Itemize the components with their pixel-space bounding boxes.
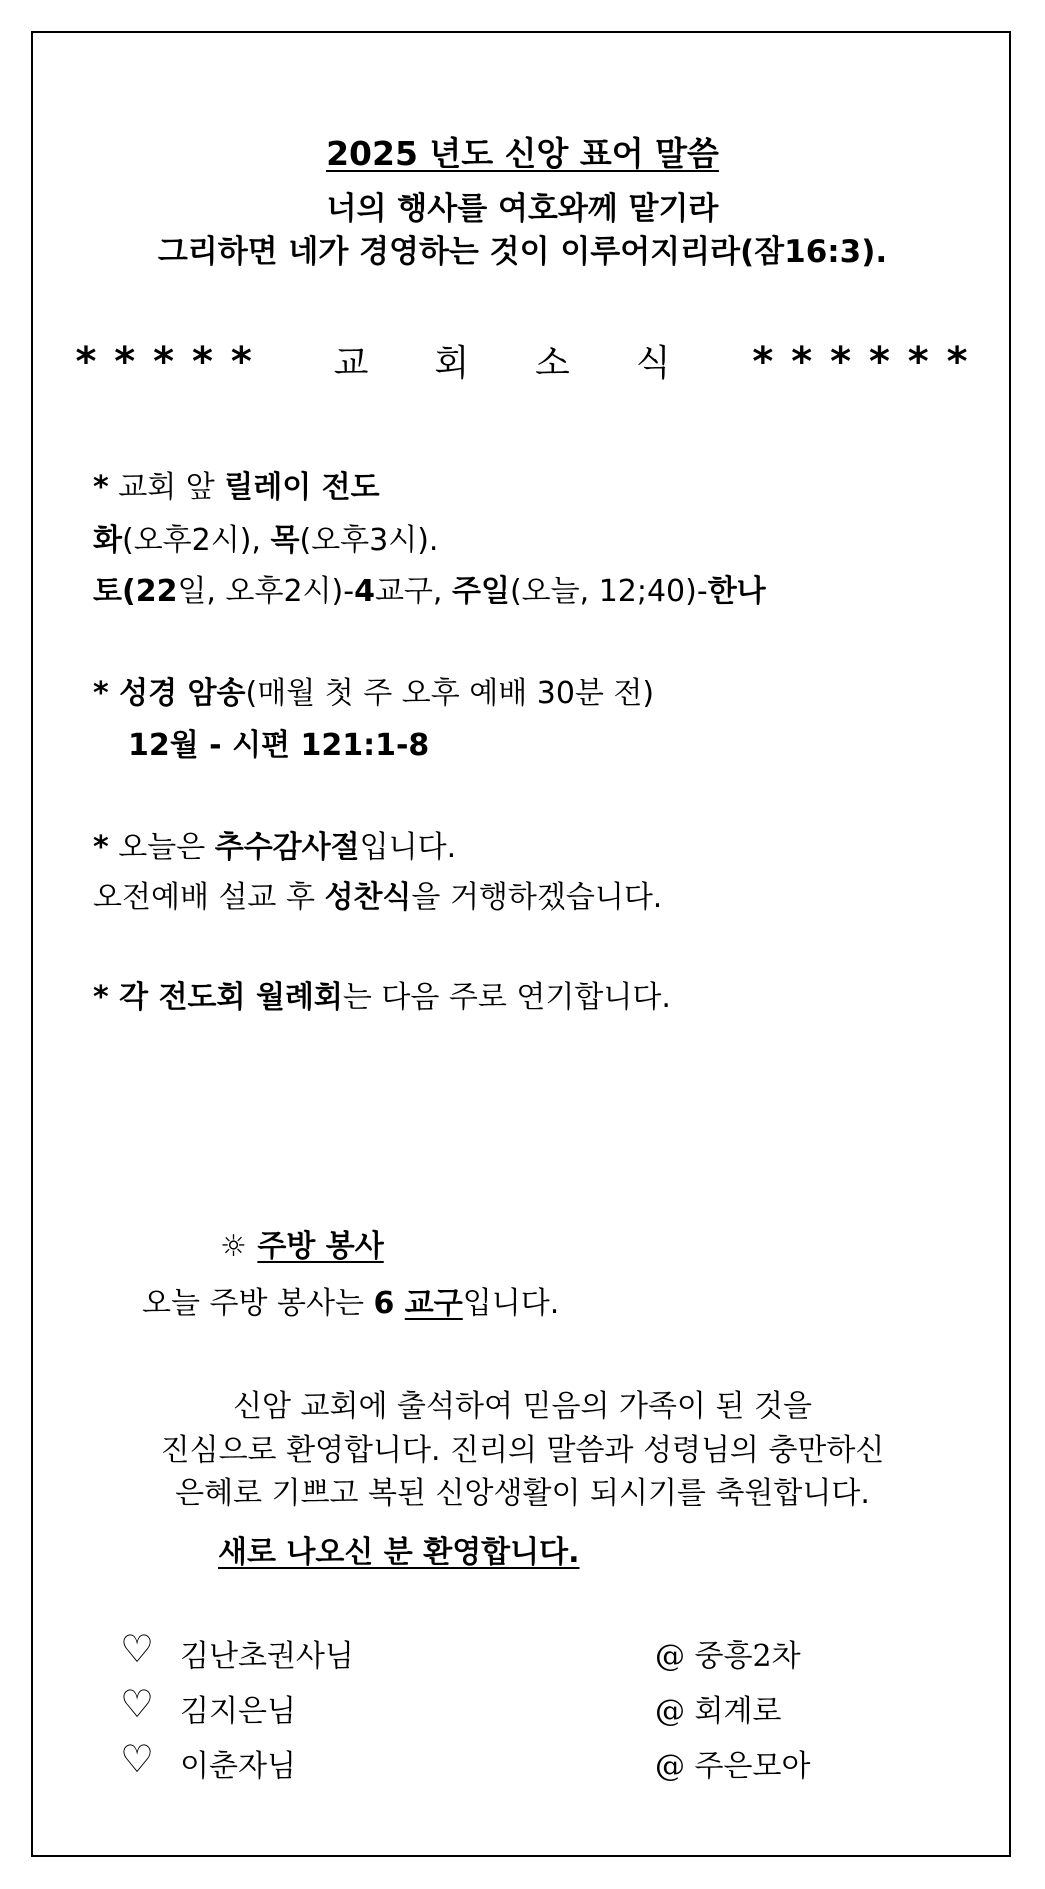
relay-group-suffix: 교구, — [374, 574, 452, 609]
thanksgiving-pre: 오늘은 — [108, 830, 215, 865]
newcomer-location: @ 주은모아 — [655, 1749, 811, 1784]
thanksgiving-line-2 — [93, 872, 662, 916]
bullet: * — [93, 470, 109, 505]
welcome-line-3: 은혜로 기쁘고 복된 신앙생활이 되시기를 축원합니다. — [175, 1476, 870, 1511]
communion-post: 을 거행하겠습니다. — [411, 880, 663, 915]
news-char-1: 교 — [333, 343, 371, 384]
newcomer-row — [120, 1737, 880, 1785]
relay-group-sat: 4 — [354, 574, 375, 609]
monthly-bold: 각 전도회 월례회 — [108, 980, 343, 1015]
heart-icon: ♡ — [120, 1682, 155, 1726]
stars-left: * * * * * — [75, 339, 254, 385]
motto-line-1: 너의 행사를 여호와께 맡기라 — [326, 191, 719, 227]
relay-time-sat: 일, 오후2시)- — [177, 574, 355, 609]
relay-text-plain: 교회 앞 — [108, 470, 225, 505]
news-char-2: 회 — [434, 343, 472, 384]
newcomer-name: 이춘자님 — [180, 1749, 296, 1784]
kitchen-num: 6 — [373, 1286, 405, 1321]
memory-verse: 12월 - 시편 121:1-8 — [128, 728, 430, 763]
bullet: * — [93, 830, 109, 865]
thanksgiving-line-1 — [93, 822, 456, 866]
relay-time-thu: (오후3시). — [299, 523, 439, 558]
kitchen-title: 주방 봉사 — [257, 1229, 384, 1264]
news-char-4: 식 — [635, 343, 673, 384]
memory-title: 성경 암송 — [108, 676, 246, 711]
news-char-3: 소 — [535, 343, 572, 384]
newcomer-name: 김지은님 — [180, 1694, 296, 1729]
sun-icon: ☼ — [220, 1229, 247, 1264]
bullet: * — [93, 980, 109, 1015]
welcome-heading: 새로 나오신 분 환영합니다. — [218, 1535, 580, 1570]
relay-day-sat: 토 — [93, 574, 122, 609]
welcome-line-1: 신암 교회에 출석하여 믿음의 가족이 된 것을 — [233, 1389, 812, 1424]
monthly-meeting — [93, 972, 671, 1016]
heart-icon: ♡ — [120, 1627, 155, 1671]
relay-line-3 — [93, 566, 766, 610]
relay-time-sun: (오늘, 12;40)- — [509, 574, 708, 609]
relay-time-tue: (오후2시), — [121, 523, 271, 558]
kitchen-post: 입니다. — [462, 1286, 560, 1321]
stars-right: * * * * * * — [752, 339, 970, 385]
thanksgiving-bold: 추수감사절 — [214, 830, 360, 865]
heart-icon: ♡ — [120, 1737, 155, 1781]
relay-line-2 — [93, 515, 438, 559]
motto-title: 2025 년도 신앙 표어 말씀 — [326, 134, 719, 173]
newcomer-row — [120, 1627, 880, 1675]
thanksgiving-post: 입니다. — [359, 830, 457, 865]
communion-pre: 오전예배 설교 후 — [93, 880, 325, 915]
bullet: * — [93, 676, 109, 711]
communion-bold: 성찬식 — [324, 880, 412, 915]
kitchen-heading — [220, 1221, 384, 1265]
kitchen-group: 교구 — [404, 1286, 463, 1321]
relay-date-sat: (22 — [121, 574, 178, 609]
bulletin-frame — [31, 31, 1011, 1857]
news-header — [0, 335, 1045, 386]
memory-heading — [93, 668, 654, 712]
newcomer-row — [120, 1682, 880, 1730]
newcomer-location: @ 중흥2차 — [655, 1639, 801, 1674]
newcomer-name: 김난초권사님 — [180, 1639, 354, 1674]
memory-desc: (매월 첫 주 오후 예배 30분 전) — [245, 676, 655, 711]
motto-line-2: 그리하면 네가 경영하는 것이 이루어지리라(잠16:3). — [157, 234, 888, 270]
kitchen-pre: 오늘 주방 봉사는 — [142, 1286, 374, 1321]
relay-heading — [93, 462, 380, 506]
relay-group-sun: 한나 — [707, 574, 766, 609]
relay-day-thu: 목 — [270, 523, 300, 558]
newcomer-location: @ 회계로 — [655, 1694, 782, 1729]
relay-day-sun: 주일 — [451, 574, 510, 609]
kitchen-line — [142, 1278, 559, 1322]
relay-text-bold: 릴레이 전도 — [224, 470, 380, 505]
welcome-line-2: 진심으로 환영합니다. 진리의 말씀과 성령님의 충만하신 — [160, 1433, 885, 1468]
relay-day-tue: 화 — [93, 523, 122, 558]
monthly-post: 는 다음 주로 연기합니다. — [342, 980, 671, 1015]
